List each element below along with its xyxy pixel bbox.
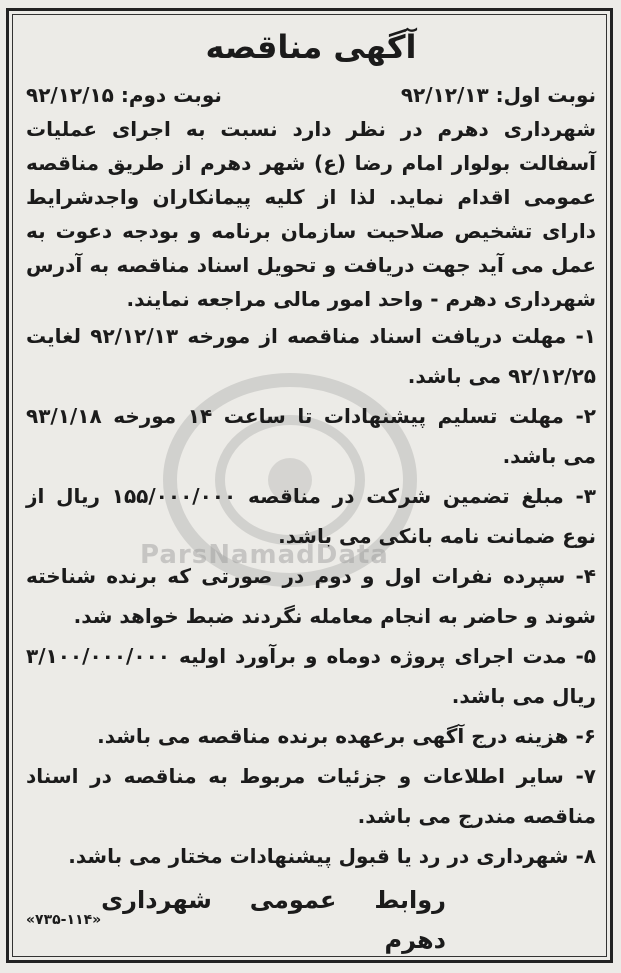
signature: روابط عمومی شهرداری دهرم [101, 886, 446, 954]
second-issue: نوبت دوم: ۹۲/۱۲/۱۵ [26, 83, 222, 107]
condition-item-6: ۶- هزینه درج آگهی برعهده برنده مناقصه می باشد. [97, 724, 596, 748]
footer [26, 880, 596, 960]
condition-item-2: ۲- مهلت تسلیم پیشنهادات تا ساعت ۱۴ مورخه ۹۳/۱/۱۸ می باشد. [26, 404, 597, 468]
condition-item-5: ۵- مدت اجرای پروژه دوماه و برآورد اولیه ۳/۱۰۰/۰۰۰/۰۰۰ ریال می باشد. [26, 644, 596, 708]
issue-dates [26, 78, 596, 112]
condition-item-4: ۴- سپرده نفرات اول و دوم در صورتی که برنده شناخته شوند و حاضر به انجام معامله نگردند ضبط خواهد شد. [26, 564, 596, 628]
condition-item-7: ۷- سایر اطلاعات و جزئیات مربوط به مناقصه در اسناد مناقصه مندرج می باشد. [26, 764, 596, 828]
notice-title: آگهی مناقصه [205, 28, 417, 66]
notice [26, 20, 596, 960]
first-issue: نوبت اول: ۹۲/۱۲/۱۳ [400, 83, 596, 107]
intro-paragraph: شهرداری دهرم در نظر دارد نسبت به اجرای عملیات آسفالت بولوار امام رضا (ع) شهر دهرم از طریق مناقصه عمومی اقدام نماید. لذا از کلیه پیمانکاران واجدشرایط دارای تشخیص صلاحیت سازمان برنامه و بودجه دعوت به عمل می آید جهت دریافت و تحویل اسناد مناقصه به آدرس شهرداری دهرم - واحد امور مالی مراجعه نمایند. [26, 117, 596, 311]
condition-item-3: ۳- مبلغ تضمین شرکت در مناقصه ۱۵۵/۰۰۰/۰۰۰ ریال از نوع ضمانت نامه بانکی می باشد. [26, 484, 596, 548]
watermark-text: ParsNamadData [140, 540, 389, 570]
condition-item-8: ۸- شهرداری در رد یا قبول پیشنهادات مختار می باشد. [68, 844, 596, 868]
condition-item-1: ۱- مهلت دریافت اسناد مناقصه از مورخه ۹۲/۱۲/۱۳ لغایت ۹۲/۱۲/۲۵ می باشد. [26, 324, 597, 388]
notice-code: «۷۳۵-۱۱۴» [26, 912, 102, 928]
